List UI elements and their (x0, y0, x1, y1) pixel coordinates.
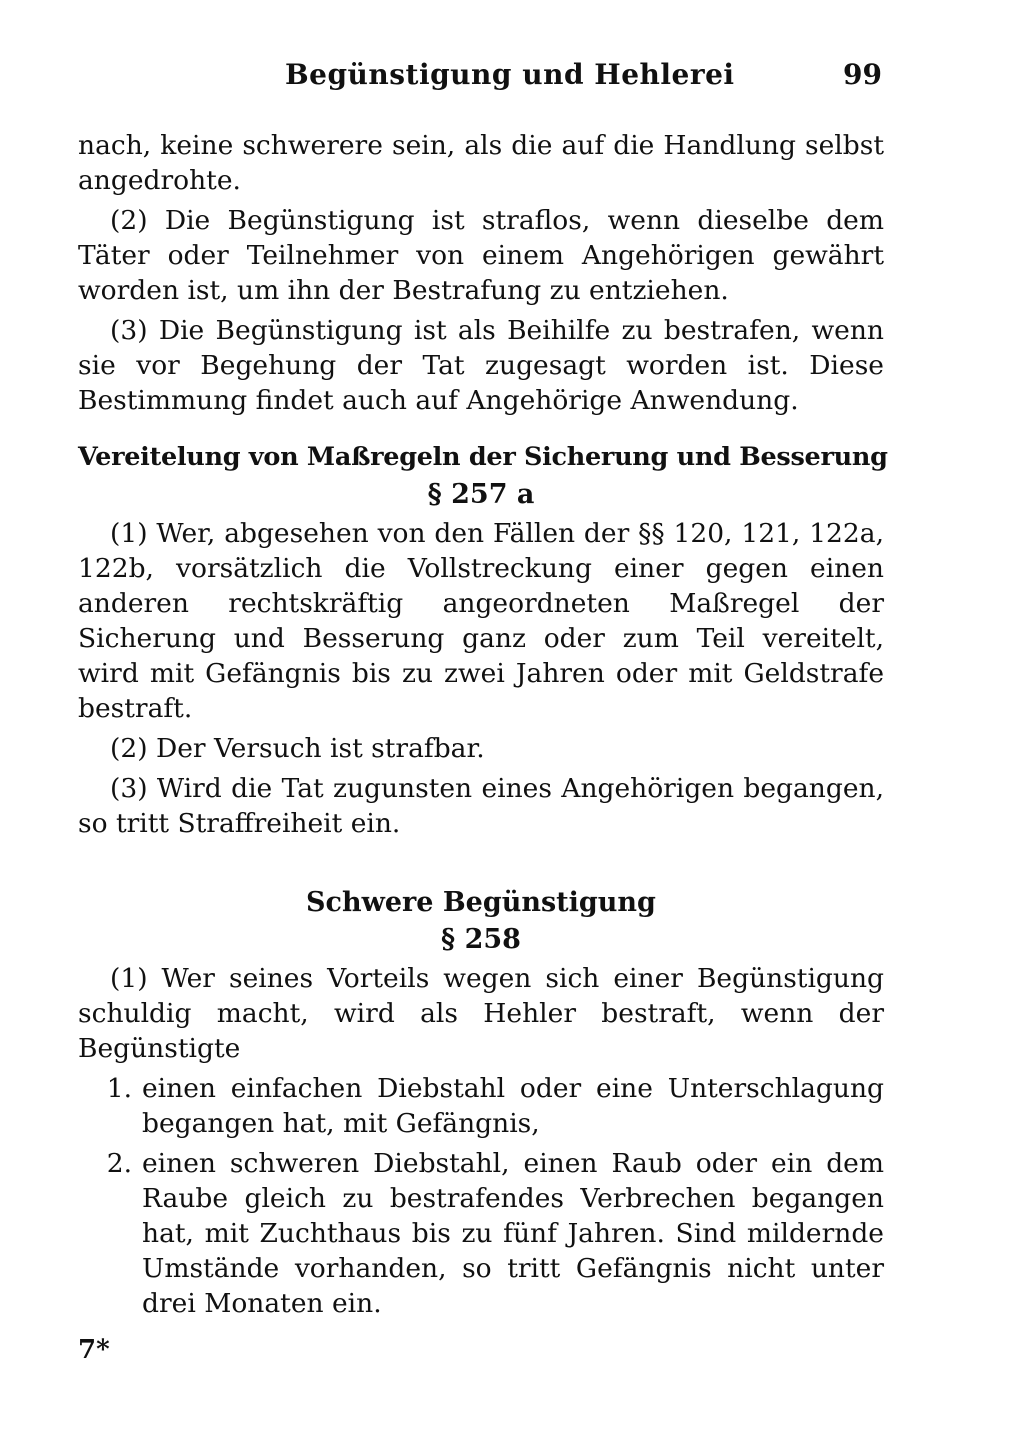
enumerated-item-text: einen einfachen Diebstahl oder eine Unterschlagung begangen hat, mit Gefängnis, (142, 1073, 884, 1139)
enumerated-item-text: einen schweren Diebstahl, einen Raub oder ein dem Raube gleich zu bestrafendes Verbrechen begangen hat, mit Zuchthaus bis zu fünf Jahren. Sind mildernde Umstände vorhanden, so tritt Gefängnis nicht unter drei Monaten ein. (142, 1148, 884, 1319)
running-head (0, 58, 1024, 98)
enumerated-item-number: 1. (106, 1073, 132, 1104)
section-heading-258: Schwere Begünstigung (306, 887, 656, 918)
section-number-257a: § 257 a (427, 479, 535, 510)
running-title: Begünstigung und Hehlerei (285, 58, 735, 91)
paragraph-257a-3: (3) Wird die Tat zugunsten eines Angehörigen begangen, so tritt Straffreiheit ein. (78, 773, 884, 839)
paragraph-258-1: (1) Wer seines Vorteils wegen sich einer Begünstigung schuldig macht, wird als Hehler bestraft, wenn der Begünstigte (78, 963, 884, 1064)
body-text (78, 128, 888, 1326)
section-heading-257a: Vereitelung von Maßregeln der Sicherung und Besserung (78, 442, 888, 472)
enumerated-item (78, 1071, 884, 1141)
paragraph-257a-2: (2) Der Versuch ist strafbar. (110, 733, 485, 764)
enumerated-item (78, 1146, 884, 1321)
section-number-258: § 258 (441, 924, 521, 955)
page-number: 99 (843, 58, 882, 91)
paragraph-257-3: (3) Die Begünstigung ist als Beihilfe zu bestrafen, wenn sie vor Begehung der Tat zugesagt worden ist. Diese Bestimmung findet auch auf Angehörige Anwendung. (78, 315, 884, 416)
enumerated-item-number: 2. (106, 1148, 132, 1179)
paragraph-continuation: nach, keine schwerere sein, als die auf die Handlung selbst angedrohte. (78, 130, 884, 196)
paragraph-257-2: (2) Die Begünstigung ist straflos, wenn dieselbe dem Täter oder Teilnehmer von einem Angehörigen gewährt worden ist, um ihn der Bestrafung zu entziehen. (78, 205, 884, 306)
paragraph-257a-1: (1) Wer, abgesehen von den Fällen der §§ 120, 121, 122a, 122b, vorsätzlich die Vollstreckung einer gegen einen anderen rechtskräftig angeordneten Maßregel der Sicherung und Besserung ganz oder zum Teil vereitelt, wird mit Gefängnis bis zu zwei Jahren oder mit Geldstrafe bestraft. (78, 518, 884, 724)
signature-mark: 7* (78, 1335, 110, 1365)
